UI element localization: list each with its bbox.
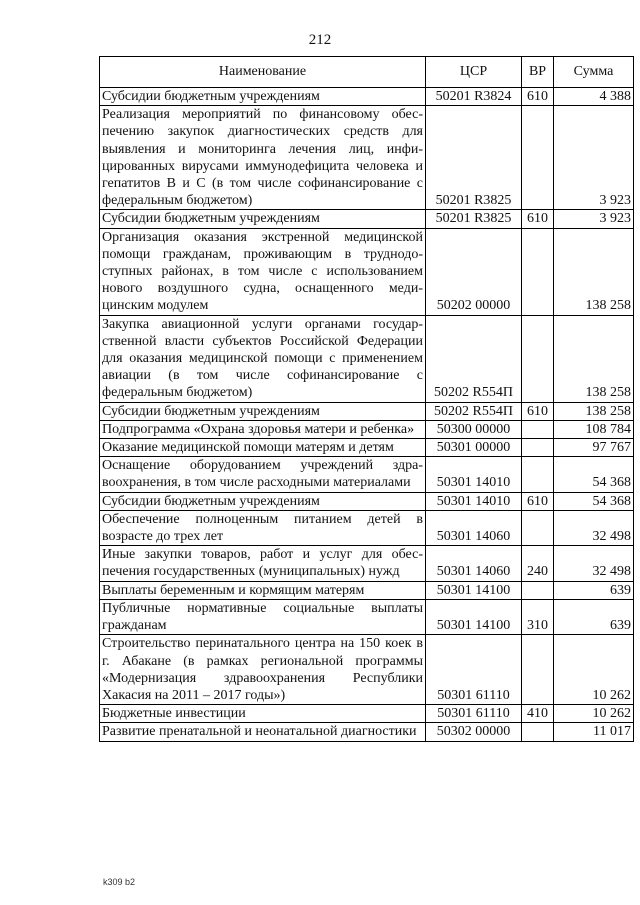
row-name: Закупка авиационной услуги органами государственной власти субъектов Российской Федерации для оказания медицинской помощи с применением авиации (в том числе софинансирование с федеральным бюджетом) <box>100 315 426 402</box>
row-sum: 10 262 <box>554 635 634 705</box>
row-sum: 3 923 <box>554 106 634 210</box>
header-csr: ЦСР <box>426 57 522 88</box>
table-row <box>100 106 634 210</box>
row-name: Оказание медицинской помощи матерям и детям <box>100 439 426 457</box>
table-row <box>100 420 634 438</box>
row-csr: 50202 R554П <box>426 402 522 420</box>
row-sum: 32 498 <box>554 546 634 581</box>
row-vr: 610 <box>522 210 554 228</box>
table-row <box>100 210 634 228</box>
row-csr: 50201 R3824 <box>426 88 522 106</box>
table-row <box>100 492 634 510</box>
row-sum: 10 262 <box>554 705 634 723</box>
row-sum: 54 368 <box>554 492 634 510</box>
row-vr: 610 <box>522 88 554 106</box>
row-sum: 138 258 <box>554 228 634 315</box>
row-csr: 50202 00000 <box>426 228 522 315</box>
row-name: Субсидии бюджетным учреждениям <box>100 492 426 510</box>
row-csr: 50202 R554П <box>426 315 522 402</box>
row-csr: 50301 14100 <box>426 599 522 634</box>
table-body <box>100 88 634 742</box>
table-row <box>100 546 634 581</box>
row-vr <box>522 635 554 705</box>
row-vr <box>522 510 554 545</box>
row-name: Развитие пренатальной и неонатальной диагностики <box>100 723 426 741</box>
row-sum: 4 388 <box>554 88 634 106</box>
row-csr: 50301 14010 <box>426 492 522 510</box>
row-sum: 97 767 <box>554 439 634 457</box>
row-csr: 50201 R3825 <box>426 210 522 228</box>
row-name: Обеспечение полноценным питанием детей в возрасте до трех лет <box>100 510 426 545</box>
row-vr <box>522 420 554 438</box>
row-name: Бюджетные инвестиции <box>100 705 426 723</box>
row-csr: 50300 00000 <box>426 420 522 438</box>
row-csr: 50301 14060 <box>426 546 522 581</box>
table-header-row <box>100 57 634 88</box>
header-name: Наименование <box>100 57 426 88</box>
row-vr <box>522 581 554 599</box>
row-csr: 50301 14100 <box>426 581 522 599</box>
row-name: Строительство перинатального центра на 150 коек в г. Абакане (в рамках региональной программы «Модернизация здравоохранения Республики Хакасия на 2011 – 2017 годы») <box>100 635 426 705</box>
table-row <box>100 88 634 106</box>
row-csr: 50301 61110 <box>426 635 522 705</box>
table-row <box>100 510 634 545</box>
row-name: Субсидии бюджетным учреждениям <box>100 210 426 228</box>
row-vr <box>522 439 554 457</box>
row-sum: 639 <box>554 581 634 599</box>
row-csr: 50301 14010 <box>426 457 522 492</box>
table-row <box>100 723 634 741</box>
table-row <box>100 599 634 634</box>
row-vr: 410 <box>522 705 554 723</box>
row-name: Подпрограмма «Охрана здоровья матери и ребенка» <box>100 420 426 438</box>
row-csr: 50302 00000 <box>426 723 522 741</box>
footer-code: k309 b2 <box>103 877 136 887</box>
row-sum: 11 017 <box>554 723 634 741</box>
row-csr: 50301 61110 <box>426 705 522 723</box>
row-vr <box>522 106 554 210</box>
row-sum: 3 923 <box>554 210 634 228</box>
row-sum: 108 784 <box>554 420 634 438</box>
row-sum: 138 258 <box>554 315 634 402</box>
row-csr: 50301 14060 <box>426 510 522 545</box>
row-name: Реализация мероприятий по финансовому обеспечению закупок диагностических средств для выявления и мониторинга лечения лиц, инфицированных вирусами иммунодефицита человека и гепатитов В и С (в том числе софинансирование с федеральным бюджетом) <box>100 106 426 210</box>
page-number: 212 <box>308 32 332 48</box>
table-row <box>100 402 634 420</box>
header-vr: ВР <box>522 57 554 88</box>
row-vr <box>522 228 554 315</box>
row-vr <box>522 315 554 402</box>
row-name: Выплаты беременным и кормящим матерям <box>100 581 426 599</box>
table-row <box>100 635 634 705</box>
table-row <box>100 457 634 492</box>
header-sum: Сумма <box>554 57 634 88</box>
row-csr: 50301 00000 <box>426 439 522 457</box>
row-vr <box>522 723 554 741</box>
row-sum: 639 <box>554 599 634 634</box>
row-vr: 610 <box>522 402 554 420</box>
table-row <box>100 315 634 402</box>
table-row <box>100 439 634 457</box>
row-name: Субсидии бюджетным учреждениям <box>100 402 426 420</box>
row-vr: 240 <box>522 546 554 581</box>
row-name: Организация оказания экстренной медицинской помощи гражданам, проживающим в труднодоступных районах, в том числе с использованием нового воздушного судна, оснащенного медицинским модулем <box>100 228 426 315</box>
row-vr <box>522 457 554 492</box>
row-name: Субсидии бюджетным учреждениям <box>100 88 426 106</box>
row-sum: 138 258 <box>554 402 634 420</box>
budget-table <box>99 56 634 742</box>
row-csr: 50201 R3825 <box>426 106 522 210</box>
row-sum: 32 498 <box>554 510 634 545</box>
table-row <box>100 705 634 723</box>
table-row <box>100 581 634 599</box>
row-vr: 310 <box>522 599 554 634</box>
row-name: Оснащение оборудованием учреждений здравоохранения, в том числе расходными материалами <box>100 457 426 492</box>
row-vr: 610 <box>522 492 554 510</box>
row-name: Иные закупки товаров, работ и услуг для обеспечения государственных (муниципальных) нужд <box>100 546 426 581</box>
table-row <box>100 228 634 315</box>
row-name: Публичные нормативные социальные выплаты гражданам <box>100 599 426 634</box>
row-sum: 54 368 <box>554 457 634 492</box>
